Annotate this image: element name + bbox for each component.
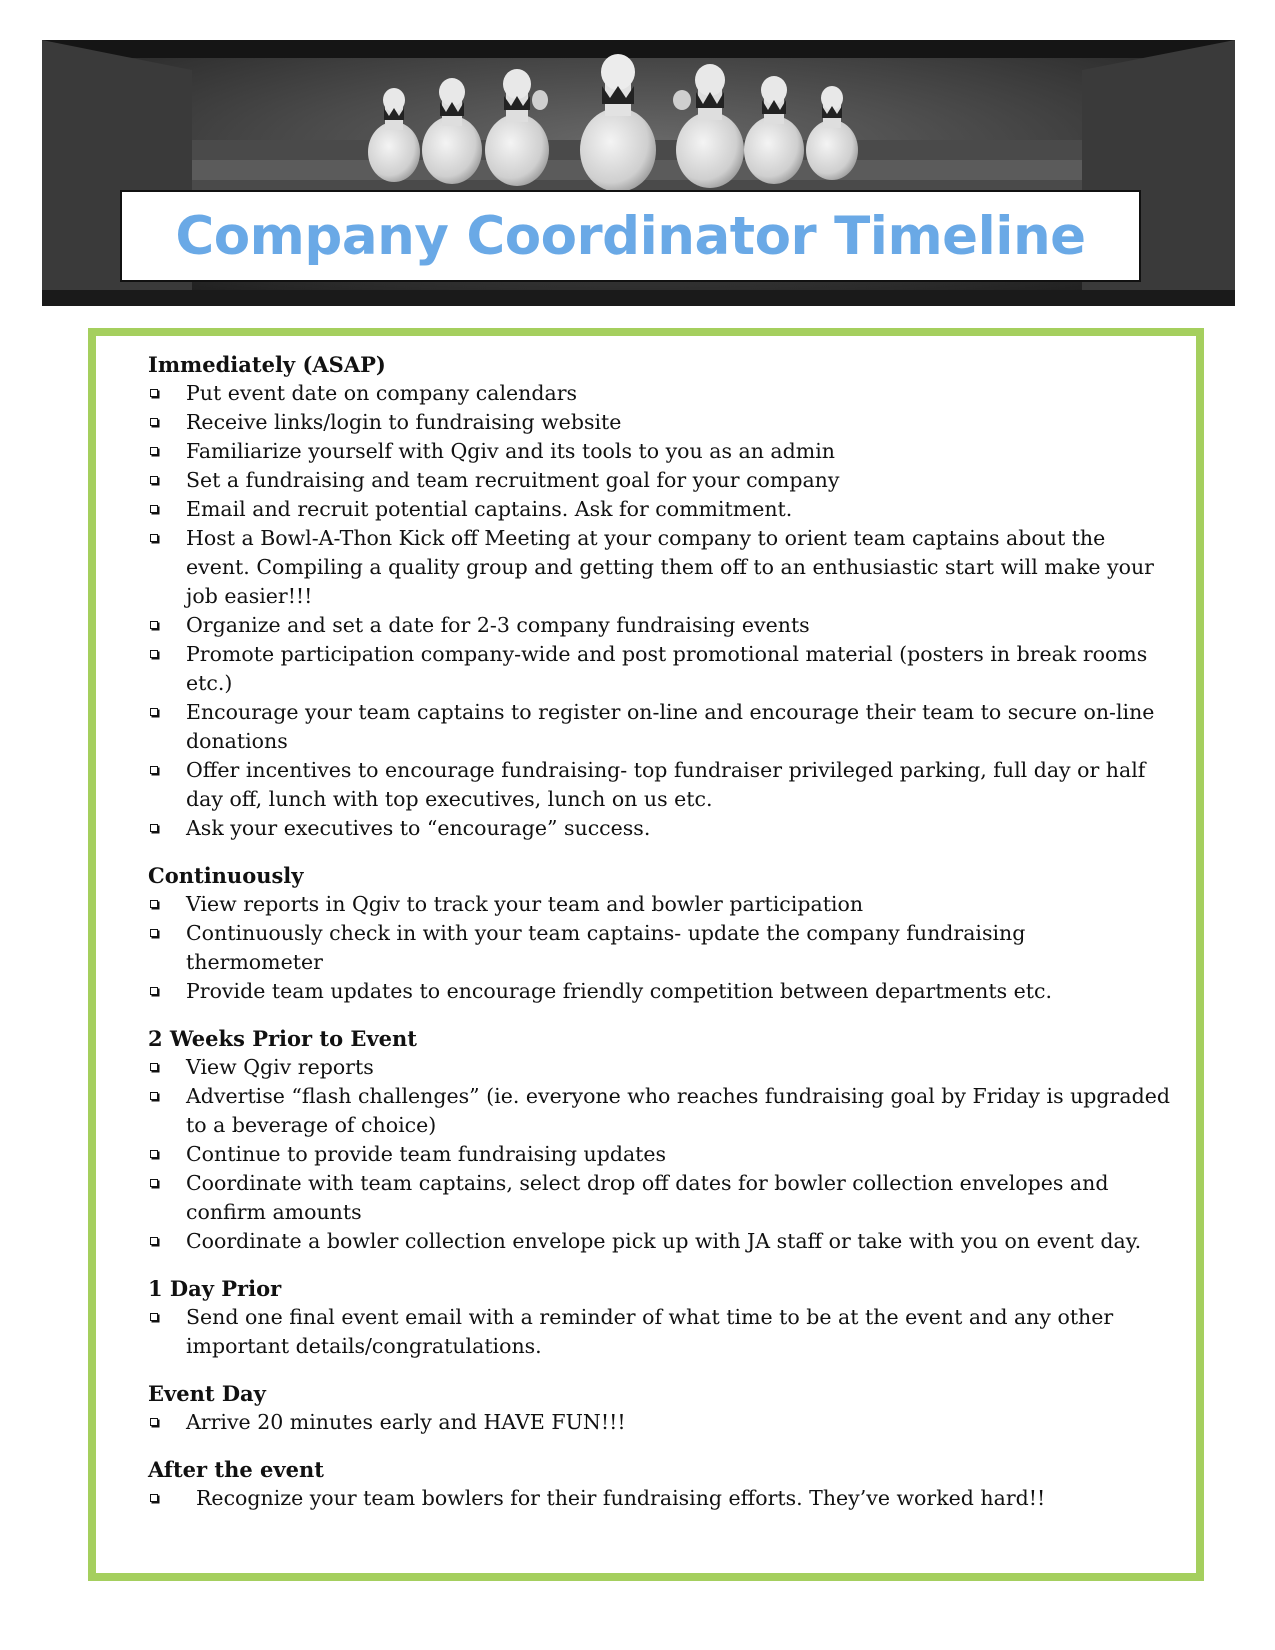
section-2-weeks-prior [148,1024,1198,1256]
checkbox-icon [150,1237,158,1245]
checklist-item: Send one final event email with a reminder of what time to be at the event and any other important details/congratulations. [148,1303,1198,1361]
checkbox-icon [150,824,158,832]
checkbox-icon [150,418,158,426]
section-heading: 1 Day Prior [148,1276,282,1301]
checkbox-icon [150,447,158,455]
checkbox-icon [150,1063,158,1071]
checkbox-icon [150,1418,158,1426]
checklist-item: Promote participation company-wide and post promotional material (posters in break rooms etc.) [148,640,1198,698]
checkbox-icon [150,650,158,658]
checkbox-icon [150,476,158,484]
checklist-item: Recognize your team bowlers for their fundraising efforts. They’ve worked hard!! [148,1484,1198,1513]
section-1-day-prior [148,1274,1198,1361]
checklist-item: Continue to provide team fundraising updates [148,1140,1198,1169]
page-title: Company Coordinator Timeline [175,205,1086,267]
section-heading: Immediately (ASAP) [148,352,386,377]
checkbox-icon [150,1179,158,1187]
checklist-item: Encourage your team captains to register on-line and encourage their team to secure on-line donations [148,698,1198,756]
checkbox-icon [150,389,158,397]
checkbox-icon [150,505,158,513]
header-banner [42,40,1235,306]
checklist-item: Coordinate a bowler collection envelope pick up with JA staff or take with you on event day. [148,1227,1198,1256]
checklist-item: Advertise “flash challenges” (ie. everyone who reaches fundraising goal by Friday is upgraded to a beverage of choice) [148,1082,1198,1140]
checklist-item: Offer incentives to encourage fundraising- top fundraiser privileged parking, full day or half day off, lunch with top executives, lunch on us etc. [148,756,1198,814]
timeline-content [148,350,1198,1531]
checklist-item: Organize and set a date for 2-3 company fundraising events [148,611,1198,640]
checklist-item: Provide team updates to encourage friendly competition between departments etc. [148,977,1198,1006]
content-frame [88,328,1204,1581]
checklist-item: Put event date on company calendars [148,379,1198,408]
checklist-item: Coordinate with team captains, select drop off dates for bowler collection envelopes and confirm amounts [148,1169,1198,1227]
checklist-item: Receive links/login to fundraising website [148,408,1198,437]
checklist-item: Continuously check in with your team captains- update the company fundraising thermometer [148,919,1198,977]
checkbox-icon [150,621,158,629]
checklist-item: View reports in Qgiv to track your team and bowler participation [148,890,1198,919]
title-box [120,190,1141,282]
section-event-day [148,1379,1198,1437]
checklist-item: Host a Bowl-A-Thon Kick off Meeting at your company to orient team captains about the event. Compiling a quality group and getting them off to an enthusiastic start will make your job easier!!! [148,524,1198,611]
section-after-event [148,1455,1198,1513]
section-continuously [148,861,1198,1006]
checkbox-icon [150,900,158,908]
checkbox-icon [150,534,158,542]
section-heading: Continuously [148,863,304,888]
checklist-item: Arrive 20 minutes early and HAVE FUN!!! [148,1408,1198,1437]
section-immediately [148,350,1198,843]
checkbox-icon [150,929,158,937]
checkbox-icon [150,1313,158,1321]
checkbox-icon [150,1150,158,1158]
checklist-item: Email and recruit potential captains. Ask for commitment. [148,495,1198,524]
section-heading: Event Day [148,1381,266,1406]
section-heading: After the event [148,1457,324,1482]
section-heading: 2 Weeks Prior to Event [148,1026,417,1051]
checklist-item: Set a fundraising and team recruitment goal for your company [148,466,1198,495]
checklist-item: View Qgiv reports [148,1053,1198,1082]
checkbox-icon [150,1092,158,1100]
checklist-item: Ask your executives to “encourage” success. [148,814,1198,843]
checkbox-icon [150,987,158,995]
checklist-item: Familiarize yourself with Qgiv and its tools to you as an admin [148,437,1198,466]
checkbox-icon [150,708,158,716]
checkbox-icon [150,766,158,774]
checkbox-icon [150,1494,158,1502]
